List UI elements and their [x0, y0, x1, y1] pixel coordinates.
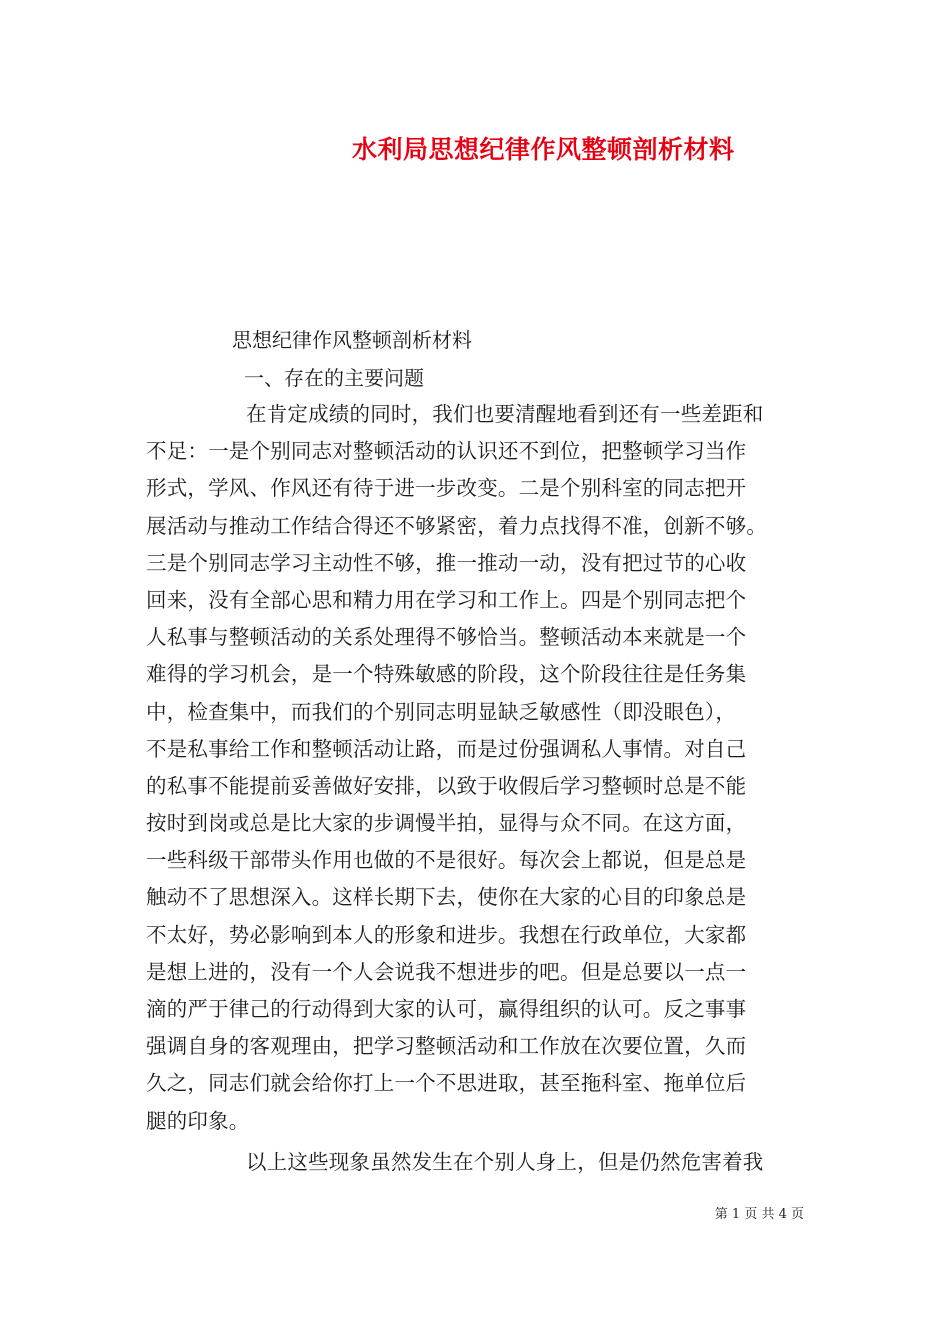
- body-line: 人私事与整顿活动的关系处理得不够恰当。整顿活动本来就是一个: [146, 625, 747, 650]
- body-line: 的私事不能提前妥善做好安排，以致于收假后学习整顿时总是不能: [146, 773, 747, 798]
- body-line: 触动不了思想深入。这样长期下去，使你在大家的心目的印象总是: [146, 885, 747, 910]
- page-footer: 第 1 页 共 4 页: [714, 1207, 804, 1222]
- document-subtitle: 思想纪律作风整顿剖析材料: [232, 328, 472, 352]
- body-text: [146, 396, 816, 1181]
- body-line: 按时到岗或总是比大家的步调慢半拍，显得与众不同。在这方面，: [146, 811, 747, 836]
- body-line: 腿的印象。: [146, 1108, 250, 1133]
- body-line: 中，检查集中，而我们的个别同志明显缺乏敏感性（即没眼色），: [146, 699, 737, 724]
- section-heading: 一、存在的主要问题: [244, 366, 424, 390]
- body-line: 三是个别同志学习主动性不够，推一推动一动，没有把过节的心收: [146, 550, 747, 575]
- body-line: 一些科级干部带头作用也做的不是很好。每次会上都说，但是总是: [146, 848, 747, 873]
- body-line: 回来，没有全部心思和精力用在学习和工作上。四是个别同志把个: [146, 587, 747, 612]
- body-line: 不是私事给工作和整顿活动让路，而是过份强调私人事情。对自己: [146, 736, 747, 761]
- body-line: 展活动与推动工作结合得还不够紧密，着力点找得不准，创新不够。: [146, 513, 767, 538]
- body-line: 久之，同志们就会给你打上一个不思进取，甚至拖科室、拖单位后: [146, 1071, 747, 1096]
- body-line: 形式，学风、作风还有待于进一步改变。二是个别科室的同志把开: [146, 476, 747, 501]
- body-line: 在肯定成绩的同时，我们也要清醒地看到还有一些差距和: [246, 402, 764, 426]
- body-line: 以上这些现象虽然发生在个别人身上，但是仍然危害着我: [246, 1149, 764, 1174]
- document-title: 水利局思想纪律作风整顿剖析材料: [352, 135, 735, 164]
- body-line: 不太好，势必影响到本人的形象和进步。我想在行政单位，大家都: [146, 922, 747, 947]
- body-line: 是想上进的，没有一个人会说我不想进步的吧。但是总要以一点一: [146, 959, 747, 984]
- body-line: 强调自身的客观理由，把学习整顿活动和工作放在次要位置，久而: [146, 1034, 747, 1059]
- body-line: 不足：一是个别同志对整顿活动的认识还不到位，把整顿学习当作: [146, 439, 747, 464]
- body-line: 滴的严于律己的行动得到大家的认可，赢得组织的认可。反之事事: [146, 997, 747, 1021]
- body-line: 难得的学习机会，是一个特殊敏感的阶段，这个阶段往往是任务集: [146, 662, 747, 687]
